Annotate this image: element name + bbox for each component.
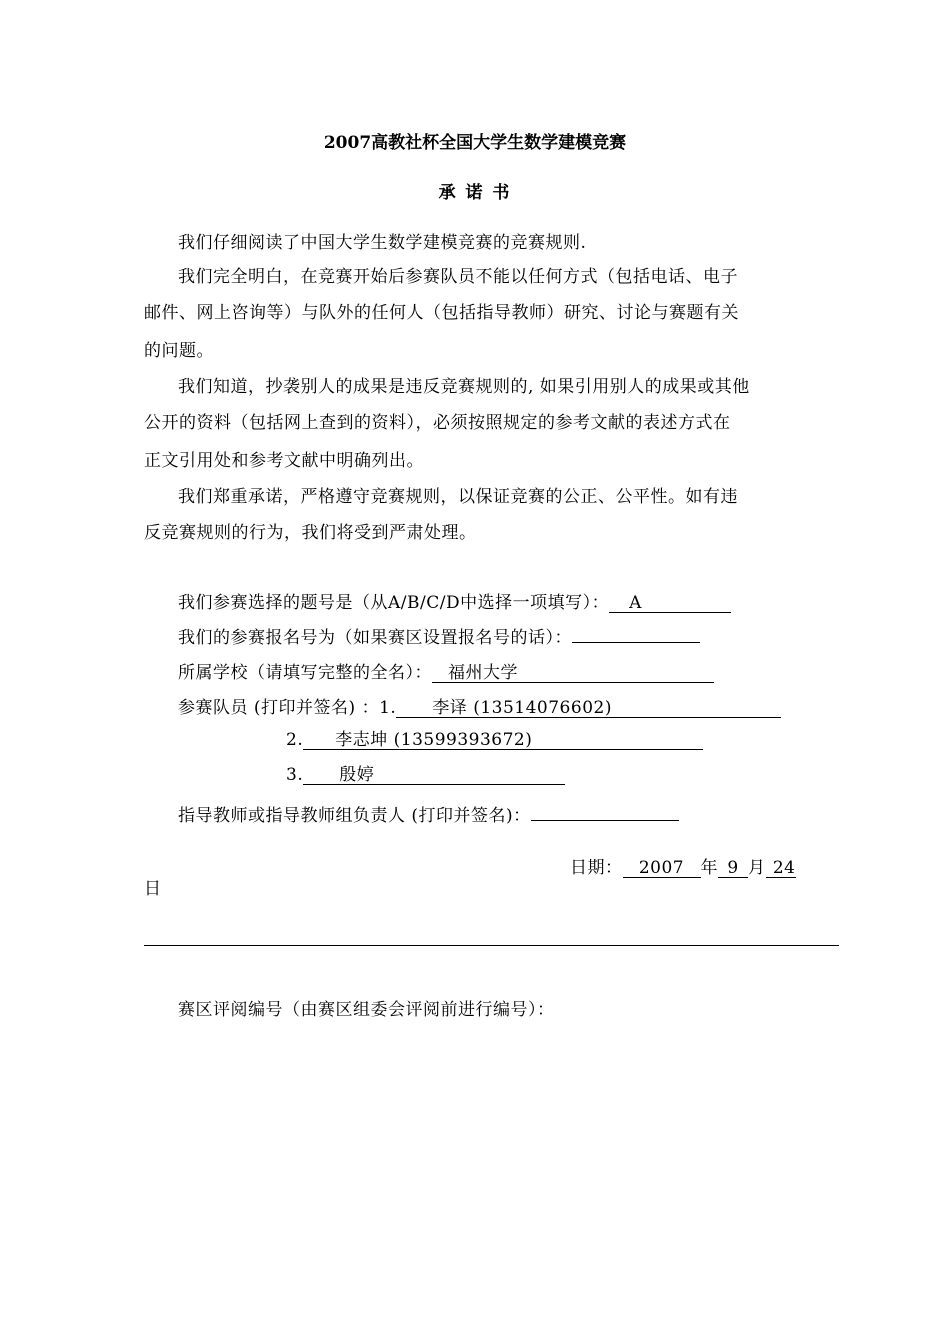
member-3-number: 3. [286,765,304,785]
member-3-field [286,765,565,785]
member-2-field [286,730,703,750]
member-1-number: 1. [379,698,397,718]
date-year-unit: 年 [700,858,718,878]
date-label: 日期： [570,858,623,878]
member-2-value[interactable]: 李志坤 (13599393672) [303,731,703,750]
member-3-value[interactable]: 殷婷 [303,766,565,785]
paragraph-1: 我们仔细阅读了中国大学生数学建模竞赛的竞赛规则. [178,233,587,253]
members-label: 参赛队员 (打印并签名) ： [178,698,380,718]
member-1-field [178,693,781,718]
paragraph-3-line-2: 公开的资料（包括网上查到的资料），必须按照规定的参考文献的表述方式在 [144,413,731,433]
divider-line [144,945,839,946]
registration-value[interactable] [572,642,700,643]
date-day-unit: 日 [144,879,162,899]
school-value[interactable]: 福州大学 [432,664,714,683]
advisor-field [178,801,679,826]
school-field [178,658,714,683]
problem-label: 我们参赛选择的题号是（从A/B/C/D中选择一项填写）： [178,593,610,613]
problem-field [178,588,731,613]
document-subtitle: 承 诺 书 [438,183,512,203]
problem-value[interactable]: A [609,594,731,613]
date-field [570,853,796,878]
paragraph-3-line-3: 正文引用处和参考文献中明确列出。 [144,451,424,471]
date-month[interactable]: 9 [718,859,748,878]
paragraph-3-line-1: 我们知道，抄袭别人的成果是违反竞赛规则的, 如果引用别人的成果或其他 [178,377,750,397]
date-month-unit: 月 [748,858,766,878]
registration-label: 我们的参赛报名号为（如果赛区设置报名号的话）： [178,628,572,648]
paragraph-2-line-3: 的问题。 [144,341,214,361]
advisor-label: 指导教师或指导教师组负责人 (打印并签名)： [178,806,531,826]
paragraph-2-line-2: 邮件、网上咨询等）与队外的任何人（包括指导教师）研究、讨论与赛题有关 [144,303,739,323]
document-title: 2007高教社杯全国大学生数学建模竞赛 [323,133,627,153]
member-2-number: 2. [286,730,304,750]
paragraph-4-line-1: 我们郑重承诺，严格遵守竞赛规则，以保证竞赛的公正、公平性。如有违 [178,487,738,507]
member-1-value[interactable]: 李译 (13514076602) [396,699,781,718]
paragraph-4-line-2: 反竞赛规则的行为，我们将受到严肃处理。 [144,523,477,543]
paragraph-2-line-1: 我们完全明白，在竞赛开始后参赛队员不能以任何方式（包括电话、电子 [178,267,738,287]
date-year[interactable]: 2007 [623,859,701,878]
date-day[interactable]: 24 [766,859,796,878]
advisor-value[interactable] [531,820,679,821]
school-label: 所属学校（请填写完整的全名）： [178,663,432,683]
review-number-label: 赛区评阅编号（由赛区组委会评阅前进行编号）： [178,1000,555,1020]
registration-field [178,623,700,648]
